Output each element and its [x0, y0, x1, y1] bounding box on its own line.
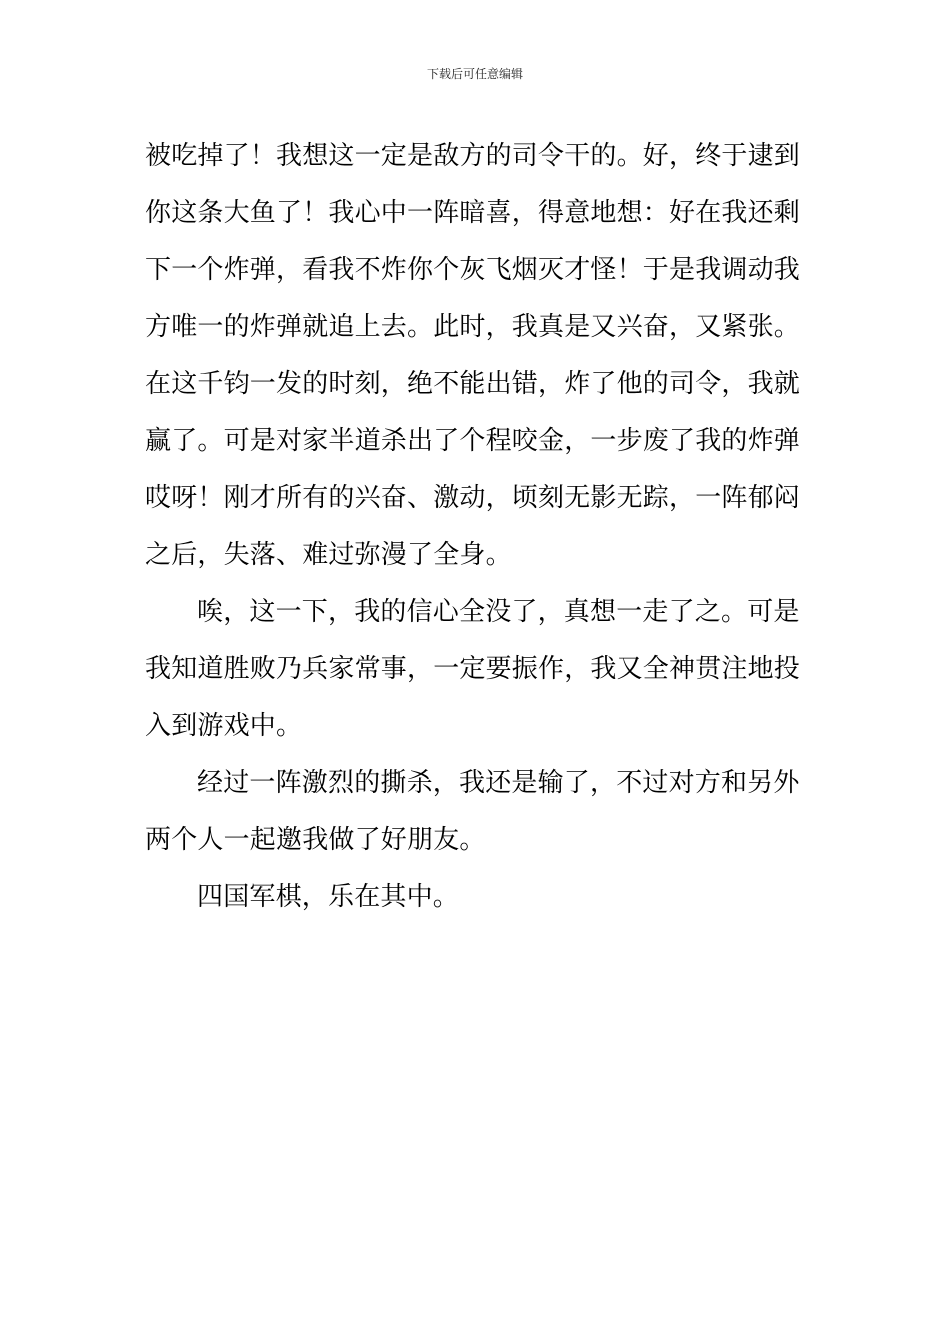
- text-line: 你这条大鱼了！我心中一阵暗喜，得意地想：好在我还剩: [145, 198, 801, 228]
- text-line: 哎呀！刚才所有的兴奋、激动，顷刻无影无踪，一阵郁闷: [145, 483, 801, 513]
- text-line: 四国军棋，乐在其中。: [197, 882, 460, 912]
- document-body: [145, 128, 810, 926]
- text-line: 被吃掉了！我想这一定是敌方的司令干的。好，终于逮到: [145, 141, 801, 171]
- paragraph-1: [145, 128, 810, 584]
- text-line: 两个人一起邀我做了好朋友。: [145, 825, 486, 855]
- page-header: 下载后可任意编辑: [426, 67, 523, 81]
- text-line: 方唯一的炸弹就追上去。此时，我真是又兴奋，又紧张。: [145, 312, 801, 342]
- text-line: 在这千钧一发的时刻，绝不能出错，炸了他的司令，我就: [145, 369, 801, 399]
- text-line: 之后，失落、难过弥漫了全身。: [145, 540, 512, 570]
- paragraph-2: [145, 584, 810, 755]
- text-line: 经过一阵激烈的撕杀，我还是输了，不过对方和另外: [197, 768, 800, 798]
- text-line: 赢了。可是对家半道杀出了个程咬金，一步废了我的炸弹: [145, 426, 801, 456]
- text-line: 唉，这一下，我的信心全没了，真想一走了之。可是: [197, 597, 800, 627]
- paragraph-4: [145, 869, 810, 926]
- text-line: 我知道胜败乃兵家常事，一定要振作，我又全神贯注地投: [145, 654, 801, 684]
- paragraph-3: [145, 755, 810, 869]
- text-line: 下一个炸弹，看我不炸你个灰飞烟灭才怪！于是我调动我: [145, 255, 801, 285]
- text-line: 入到游戏中。: [145, 711, 303, 741]
